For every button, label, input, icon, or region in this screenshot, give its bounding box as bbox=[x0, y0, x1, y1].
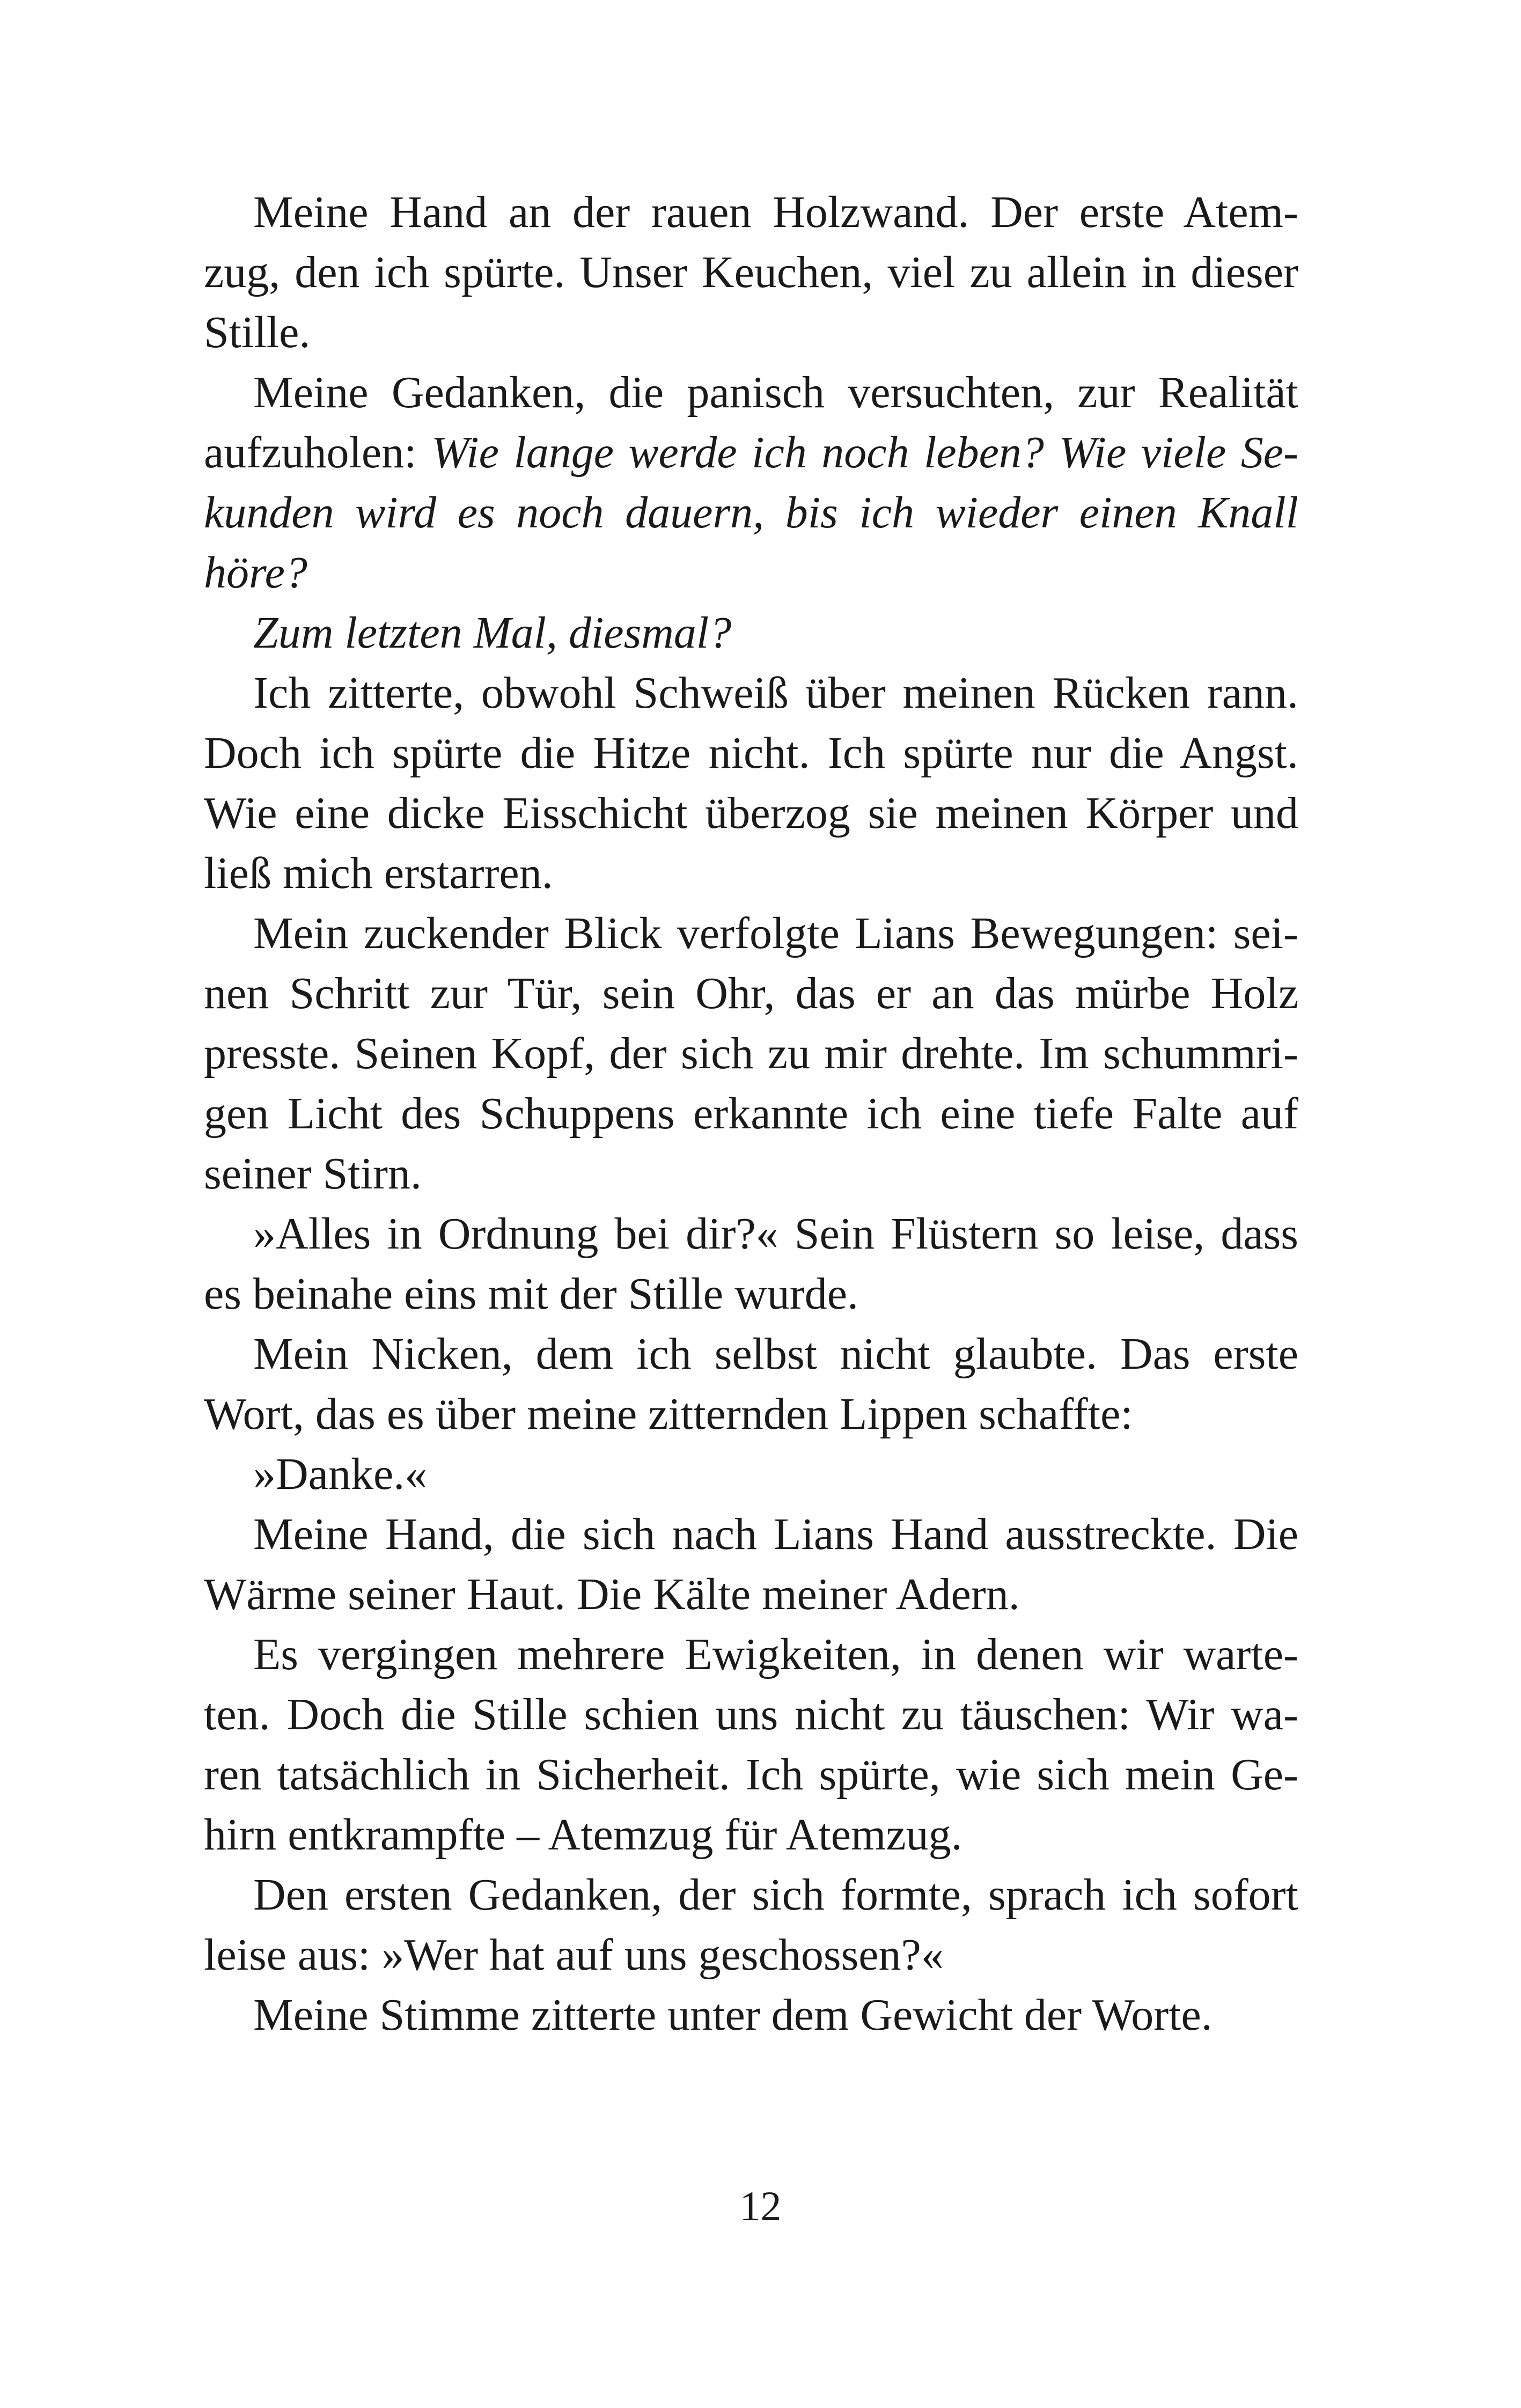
text-line bbox=[204, 363, 1298, 423]
text-line bbox=[204, 303, 1298, 363]
text-run: gen Licht des Schuppens erkannte ich eine tiefe Falte auf bbox=[204, 1089, 1298, 1139]
page-number: 12 bbox=[739, 2183, 782, 2229]
italic-text: Wie lange werde ich noch leben? Wie viele Se- bbox=[431, 428, 1298, 478]
text-run: seiner Stirn. bbox=[204, 1149, 422, 1199]
italic-text: Zum letzten Mal, diesmal? bbox=[253, 608, 732, 658]
text-line bbox=[204, 1264, 1298, 1324]
text-run: Meine Gedanken, die panisch versuchten, zur Realität bbox=[253, 368, 1298, 417]
text-run: »Danke.« bbox=[253, 1449, 428, 1499]
text-run: Mein Nicken, dem ich selbst nicht glaubte. Das erste bbox=[253, 1329, 1298, 1379]
text-run: nen Schritt zur Tür, sein Ohr, das er an das mürbe Holz bbox=[204, 968, 1298, 1018]
text-run: Es vergingen mehrere Ewigkeiten, in denen wir warte- bbox=[253, 1629, 1298, 1679]
text-line bbox=[204, 1324, 1298, 1384]
text-run: »Alles in Ordnung bei dir?« Sein Flüstern so leise, dass bbox=[253, 1209, 1298, 1259]
text-line bbox=[204, 904, 1298, 964]
text-run: presste. Seinen Kopf, der sich zu mir drehte. Im schummri- bbox=[204, 1029, 1298, 1078]
text-line bbox=[204, 1444, 1298, 1504]
text-line bbox=[204, 1204, 1298, 1264]
text-line bbox=[204, 1985, 1298, 2045]
text-run: zug, den ich spürte. Unser Keuchen, viel zu allein in dieser bbox=[204, 247, 1298, 297]
text-run: Wie eine dicke Eisschicht überzog sie meinen Körper und bbox=[204, 788, 1298, 838]
text-line bbox=[204, 243, 1298, 303]
text-run: aufzuholen: bbox=[204, 428, 431, 478]
text-run: Stille. bbox=[204, 307, 311, 357]
text-line bbox=[204, 1084, 1298, 1144]
text-run: Meine Hand an der rauen Holzwand. Der erste Atem- bbox=[253, 187, 1298, 237]
text-line bbox=[204, 1565, 1298, 1625]
text-run: Meine Hand, die sich nach Lians Hand ausstreckte. Die bbox=[253, 1509, 1298, 1559]
text-line bbox=[204, 483, 1298, 543]
text-run: hirn entkrampfte – Atemzug für Atemzug. bbox=[204, 1810, 962, 1860]
text-run: Wort, das es über meine zitternden Lippen schaffte: bbox=[204, 1389, 1133, 1439]
text-run: Ich zitterte, obwohl Schweiß über meinen Rücken rann. bbox=[253, 668, 1298, 718]
text-run: ren tatsächlich in Sicherheit. Ich spürte, wie sich mein Ge- bbox=[204, 1750, 1298, 1800]
text-run: Den ersten Gedanken, der sich formte, sprach ich sofort bbox=[253, 1870, 1298, 1920]
text-line bbox=[204, 663, 1298, 723]
text-line bbox=[204, 1625, 1298, 1685]
text-line bbox=[204, 964, 1298, 1024]
text-run: Doch ich spürte die Hitze nicht. Ich spürte nur die Angst. bbox=[204, 728, 1298, 778]
text-run: leise aus: »Wer hat auf uns geschossen?« bbox=[204, 1930, 944, 1980]
text-line bbox=[204, 723, 1298, 783]
text-line bbox=[204, 1925, 1298, 1985]
text-line bbox=[204, 1865, 1298, 1925]
text-line bbox=[204, 543, 1298, 603]
text-run: ten. Doch die Stille schien uns nicht zu täuschen: Wir wa- bbox=[204, 1690, 1298, 1739]
text-line bbox=[204, 1805, 1298, 1865]
italic-text: höre? bbox=[204, 548, 307, 598]
text-line bbox=[204, 423, 1298, 483]
text-run: es beinahe eins mit der Stille wurde. bbox=[204, 1269, 859, 1319]
text-line bbox=[204, 603, 1298, 663]
italic-text: kunden wird es noch dauern, bis ich wieder einen Knall bbox=[204, 488, 1298, 538]
text-run: Meine Stimme zitterte unter dem Gewicht der Worte. bbox=[253, 1990, 1213, 2040]
text-line bbox=[204, 1504, 1298, 1565]
text-line bbox=[204, 1745, 1298, 1805]
text-run: ließ mich erstarren. bbox=[204, 848, 553, 898]
text-run: Wärme seiner Haut. Die Kälte meiner Adern. bbox=[204, 1569, 1020, 1619]
text-line bbox=[204, 1144, 1298, 1204]
text-line bbox=[204, 182, 1298, 243]
text-line bbox=[204, 1384, 1298, 1444]
text-line bbox=[204, 783, 1298, 843]
text-line bbox=[204, 1024, 1298, 1084]
text-run: Mein zuckender Blick verfolgte Lians Bewegungen: sei- bbox=[253, 908, 1298, 958]
text-line bbox=[204, 843, 1298, 904]
text-line bbox=[204, 1685, 1298, 1745]
